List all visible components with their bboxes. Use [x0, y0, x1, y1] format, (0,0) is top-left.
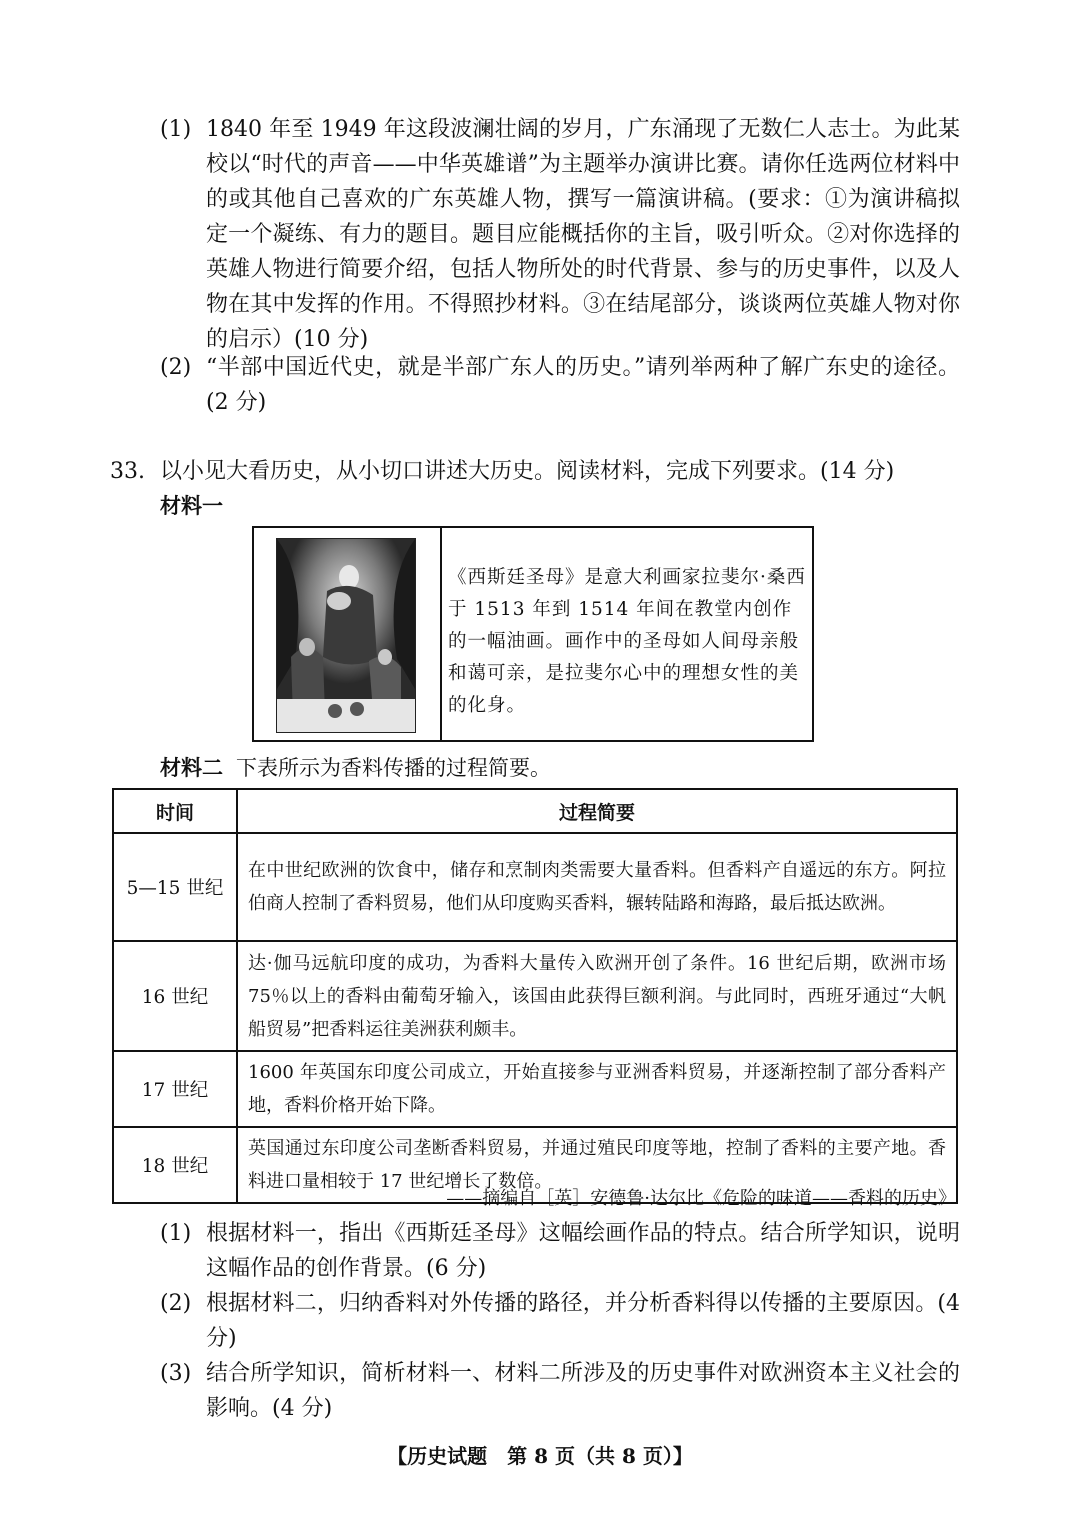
sub-question-number: (2): [160, 355, 192, 380]
question-33-title: [110, 454, 960, 489]
row-time: 5—15 世纪: [113, 833, 237, 941]
sistine-madonna-painting: [276, 538, 416, 733]
column-header-summary: 过程简要: [237, 789, 957, 833]
material-2-label: 材料二: [160, 755, 223, 780]
table-row: [113, 941, 957, 1051]
material-1-text: 《西斯廷圣母》是意大利画家拉斐尔·桑西于 1513 年到 1514 年间在教堂内创作的一幅油画。画作中的圣母如人间母亲般和蔼可亲，是拉斐尔心中的理想女性的美的化身。: [448, 567, 806, 716]
sub-question-text: “半部中国近代史，就是半部广东人的历史。”请列举两种了解广东史的途径。(2 分): [206, 355, 960, 415]
row-content: 英国通过东印度公司垄断香料贸易，并通过殖民印度等地，控制了香料的主要产地。香料进口量相较于 17 世纪增长了数倍。: [237, 1127, 957, 1203]
sub-question-text: 根据材料二，归纳香料对外传播的路径，并分析香料得以传播的主要原因。(4 分): [206, 1291, 960, 1351]
sub-question-number: (2): [160, 1291, 192, 1316]
sub-question-number: (3): [160, 1361, 192, 1386]
table-row: [113, 833, 957, 941]
question-number: 33.: [110, 459, 145, 484]
question-33-sub2: [160, 1286, 960, 1356]
row-content: 达·伽马远航印度的成功，为香料大量传入欧洲开创了条件。16 世纪后期，欧洲市场 75％以上的香料由葡萄牙输入，该国由此获得巨额利润。与此同时，西班牙通过“大帆船贸易”把香料运往美洲获利颇丰。: [237, 941, 957, 1051]
sub-question-text: 根据材料一，指出《西斯廷圣母》这幅绘画作品的特点。结合所学知识，说明这幅作品的创作背景。(6 分): [206, 1221, 960, 1281]
table-header-row: [113, 789, 957, 833]
question-33-sub1: [160, 1216, 960, 1286]
question-33-sub3: [160, 1356, 960, 1426]
material-2-intro: 下表所示为香料传播的过程简要。: [236, 756, 551, 780]
material-1-divider: [440, 528, 442, 740]
column-header-time: 时间: [113, 789, 237, 833]
material-1-label: 材料一: [160, 493, 223, 518]
row-time: 16 世纪: [113, 941, 237, 1051]
material-2-heading: [160, 752, 551, 782]
sub-question-number: (1): [160, 117, 192, 142]
question-32-sub1: [160, 112, 960, 357]
row-content: 在中世纪欧洲的饮食中，储存和烹制肉类需要大量香料。但香料产自遥远的东方。阿拉伯商人控制了香料贸易，他们从印度购买香料，辗转陆路和海路，最后抵达欧洲。: [237, 833, 957, 941]
table-row: [113, 1051, 957, 1127]
sub-question-text: 结合所学知识，简析材料一、材料二所涉及的历史事件对欧洲资本主义社会的影响。(4 分): [206, 1361, 960, 1421]
question-prompt: 以小见大看历史，从小切口讲述大历史。阅读材料，完成下列要求。(14 分): [160, 459, 895, 484]
source-citation: ——摘编自［英］安德鲁·达尔比《危险的味道——香料的历史》: [446, 1188, 956, 1209]
material-1-box: [252, 526, 814, 742]
row-time: 18 世纪: [113, 1127, 237, 1203]
page-footer: 【历史试题 第 8 页（共 8 页）】: [387, 1444, 693, 1468]
painting-image-icon: [277, 539, 415, 732]
sub-question-text: 1840 年至 1949 年这段波澜壮阔的岁月，广东涌现了无数仁人志士。为此某校以“时代的声音——中华英雄谱”为主题举办演讲比赛。请你任选两位材料中的或其他自己喜欢的广东英雄人物，撰写一篇演讲稿。(要求：①为演讲稿拟定一个凝练、有力的题目。题目应能概括你的主旨，吸引听众。②对你选择的英雄人物进行简要介绍，包括人物所处的时代背景、参与的历史事件，以及人物在其中发挥的作用。不得照抄材料。③在结尾部分，谈谈两位英雄人物对你的启示）(10 分): [206, 117, 960, 352]
question-32-sub2: [160, 350, 960, 420]
row-content: 1600 年英国东印度公司成立，开始直接参与亚洲香料贸易，并逐渐控制了部分香料产地，香料价格开始下降。: [237, 1051, 957, 1127]
sub-question-number: (1): [160, 1221, 192, 1246]
row-time: 17 世纪: [113, 1051, 237, 1127]
spice-trade-table: [112, 788, 958, 1204]
